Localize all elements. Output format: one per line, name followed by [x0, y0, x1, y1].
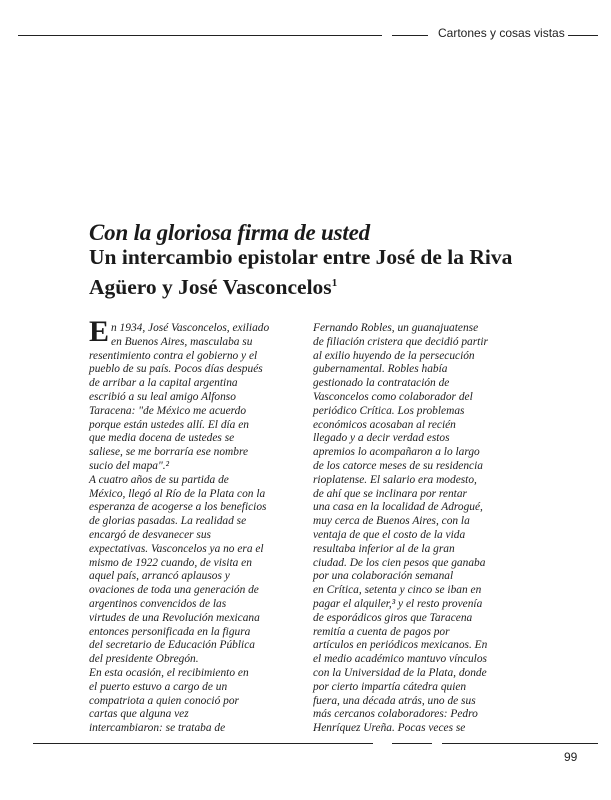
footer-rule-right	[442, 743, 598, 744]
body-text-line: ventaja de que el costo de la vida	[313, 528, 466, 541]
body-text-line: expectativas. Vasconcelos ya no era el	[89, 542, 264, 555]
left-column	[89, 315, 299, 736]
body-text-line: sucio del mapa".²	[89, 459, 170, 472]
body-text-line: intercambiaron: se trataba de	[89, 722, 226, 735]
body-text-line: A cuatro años de su partida de	[89, 473, 229, 486]
body-text-line: por una colaboración semanal	[313, 570, 454, 583]
body-text-line: artículos en periódicos mexicanos. En	[313, 639, 488, 652]
body-text-line: el puerto estuvo a cargo de un	[89, 680, 228, 693]
running-head: Cartones y cosas vistas	[438, 26, 565, 40]
body-text-line: saliese, se me borraría ese nombre	[89, 446, 249, 459]
subtitle-footnote-marker: 1	[331, 277, 338, 289]
article-title: Con la gloriosa firma de usted	[89, 220, 370, 245]
body-text-line: gestionado la contratación de	[313, 377, 450, 390]
body-text-line: ciudad. De los cien pesos que ganaba	[313, 556, 486, 569]
footer-rule-left	[33, 743, 373, 744]
footer-rule-middle	[392, 743, 432, 744]
body-text-line: periódico Crítica. Los problemas	[313, 404, 465, 417]
body-text-line: Fernando Robles, un guanajuatense	[313, 322, 479, 334]
body-text-line: de filiación cristera que decidió partir	[313, 335, 488, 348]
body-text-line: de esporádicos giros que Taracena	[313, 611, 473, 624]
body-text-line: más cercanos colaboradores: Pedro	[313, 708, 478, 721]
body-text-line: argentinos convencidos de las	[89, 597, 227, 610]
drop-cap: E	[89, 315, 110, 348]
right-column	[313, 322, 513, 736]
body-text-line: remitía a cuenta de pagos por	[313, 625, 450, 638]
body-text-line: por cierto impartía cátedra quien	[313, 680, 467, 693]
body-text-line: fuera, una década atrás, uno de sus	[313, 694, 476, 707]
article-subtitle-text: Un intercambio epistolar entre José de la Riva Agüero y José Vasconcelos	[89, 245, 513, 300]
body-text-line: Vasconcelos como colaborador del	[313, 390, 473, 403]
header-rule-right	[568, 35, 598, 36]
body-text-line: virtudes de una Revolución mexicana	[89, 611, 260, 624]
body-text-line: Henríquez Ureña. Pocas veces se	[313, 722, 466, 735]
body-text-line: aquel país, arrancó aplausos y	[89, 570, 230, 583]
body-text-line: una casa en la localidad de Adrogué,	[313, 501, 483, 514]
body-text-line: esperanza de acogerse a los beneficios	[89, 501, 267, 514]
body-text-line: pueblo de su país. Pocos días después	[89, 363, 263, 376]
body-text-line: pagar el alquiler,³ y el resto provenía	[313, 597, 483, 610]
body-text-line: compatriota a quien conoció por	[89, 694, 239, 707]
body-text-line: rioplatense. El salario era modesto,	[313, 473, 477, 486]
body-text-line: En esta ocasión, el recibimiento en	[89, 666, 249, 679]
header-rule-middle	[392, 35, 428, 36]
body-text-line: de glorias pasadas. La realidad se	[89, 515, 247, 528]
body-text-line: de arribar a la capital argentina	[89, 377, 238, 390]
body-text-line: de los catorce meses de su residencia	[313, 459, 483, 472]
body-text-line: apremios lo acompañaron a lo largo	[313, 446, 480, 459]
body-text-line: México, llegó al Río de la Plata con la	[89, 487, 266, 500]
body-text-line: llegado y a decir verdad estos	[313, 432, 450, 445]
body-text-line: Taracena: "de México me acuerdo	[89, 404, 247, 417]
article-subtitle	[89, 244, 539, 300]
body-text-line: n 1934, José Vasconcelos, exiliado	[111, 322, 270, 334]
body-text-line: resentimiento contra el gobierno y el	[89, 349, 258, 362]
body-text-line: encargó de desvanecer sus	[89, 528, 211, 541]
body-text-line: en Crítica, setenta y cinco se iban en	[313, 584, 482, 597]
body-text-line: entonces personificada en la figura	[89, 625, 251, 638]
body-text-line: cartas que alguna vez	[89, 708, 189, 721]
body-text-line: económicos acosaban al recién	[313, 418, 456, 431]
body-text-line: del secretario de Educación Pública	[89, 639, 255, 652]
body-text-line: muy cerca de Buenos Aires, con la	[313, 515, 470, 528]
body-text-line: con la Universidad de la Plata, donde	[313, 666, 487, 679]
body-text-line: escribió a su leal amigo Alfonso	[89, 390, 236, 403]
body-text-line: resultaba inferior al de la gran	[313, 542, 455, 555]
body-text-line: en Buenos Aires, masculaba su	[111, 335, 253, 348]
body-text-line: que media docena de ustedes se	[89, 432, 235, 445]
body-text-line: de ahí que se inclinara por rentar	[313, 487, 467, 500]
body-text-line: gubernamental. Robles había	[313, 363, 448, 376]
body-text-line: el medio académico mantuvo vínculos	[313, 653, 487, 666]
body-text-line: ovaciones de toda una generación de	[89, 584, 259, 597]
body-text-line: al exilio huyendo de la persecución	[313, 349, 475, 362]
body-text-line: mismo de 1922 cuando, de visita en	[89, 556, 252, 569]
page-number: 99	[564, 750, 578, 764]
body-text-line: del presidente Obregón.	[89, 653, 199, 666]
header-rule-left	[18, 35, 382, 36]
body-text-line: porque están ustedes allí. El día en	[89, 418, 249, 431]
